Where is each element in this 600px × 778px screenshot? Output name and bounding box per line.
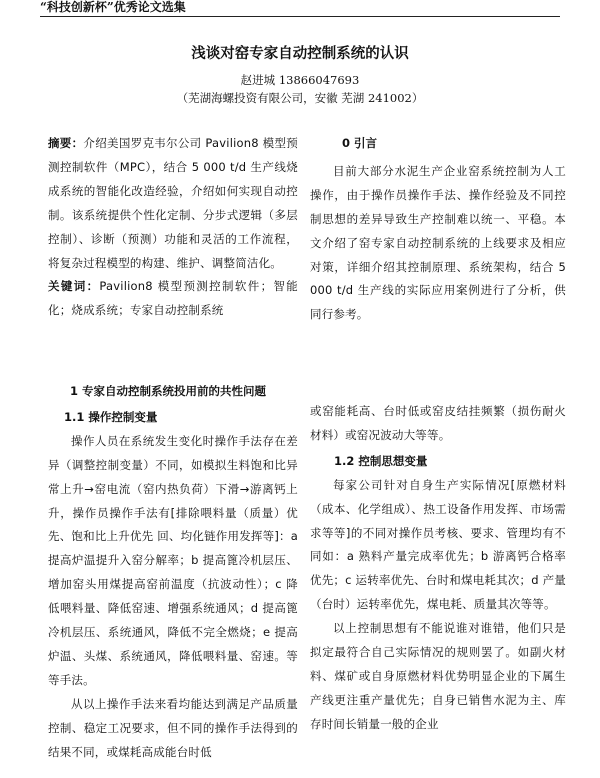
intro-heading: 0 引言 [342,136,378,150]
abstract-block [48,132,298,323]
affiliation-line: （芜湖海螺投资有限公司，安徽 芜湖 241002） [176,91,424,105]
section1-right-column [310,400,566,737]
subsection-1-1-paragraph-2: 从以上操作手法来看均能达到满足产品质量控制、稳定工况要求，但不同的操作手法得到的结果不同，或煤耗高成能台时低 [48,696,298,759]
keywords-label: 关键词： [48,279,100,294]
subsection-1-1-paragraph-1: 操作人员在系统发生变化时操作手法存在差异（调整控制变量）不同，如模拟生料饱和比异常上升→窑电流（窑内热负荷）下滑→游离钙上升，操作员操作手法有[排除喂料量（质量）优先、饱和比上升优先 回、均化链作用发挥等]：a 提高炉温提升入窑分解率；b 提高篦冷机层压、增加窑头用煤提高窑前温度（抗波动性）；c 降低喂料量、降低窑速、增强系统通风；d 提高篦冷机层压、系统通风，降低不完全燃烧；e 提高炉温、头煤、系统通风，降低喂料量、窑速。等等手法。 [48,433,298,687]
section1-left-column [48,380,298,765]
abstract-paragraph [48,132,298,275]
subsection-1-2-paragraph-1: 每家公司针对自身生产实际情况[原燃材料（成本、化学组成）、热工设备作用发挥、市场需求等等]的不同对操作员考核、要求、管理均有不同如：a 熟料产量完成率优先；b 游离钙合格率优先；c 运转率优先、台时和煤电耗其次；d 产量（台时）运转率优先，煤电耗、质量其次等等。 [310,477,566,612]
abstract-label: 摘要： [48,136,84,150]
abstract-text: 介绍美国罗克韦尔公司 Pavilion8 模型预测控制软件（MPC），结合 5 000 t/d 生产线烧成系统的智能化改造经验，介绍如何实现自动控制。该系统提供个性化定制、分步式逻辑（多层控制）、诊断（预测）功能和灵活的工作流程，将复杂过程模型的构建、维护、调整简洁化。 [48,136,298,270]
running-header: “科技创新杯”优秀论文选集 [40,0,560,17]
paper-title: 浅谈对窑专家自动控制系统的认识 [191,46,409,62]
subsection-1-2-heading: 1.2 控制思想变量 [334,453,428,468]
section1-heading: 1 专家自动控制系统投用前的共性问题 [70,384,267,398]
subsection-1-1-continuation: 或窑能耗高、台时低或窑皮结挂频繁（损伤耐火材料）或窑况波动大等等。 [310,404,566,442]
author-line: 赵进城 13866047693 [240,73,360,87]
introduction-block [310,132,566,327]
subsection-1-1-heading: 1.1 操作控制变量 [64,409,158,424]
keywords-text: Pavilion8 模型预测控制软件；智能化；烧成系统；专家自动控制系统 [48,279,298,318]
keywords-paragraph [48,275,298,323]
intro-paragraph: 目前大部分水泥生产企业窑系统控制为人工操作，由于操作员操作手法、操作经验及不同控制思想的差异导致生产控制难以统一、平稳。本文介绍了窑专家自动控制系统的上线要求及相应对策，详细介绍其控制原理、系统架构，结合 5 000 t/d 生产线的实际应用案例进行了分析，供同行参考。 [310,163,566,322]
subsection-1-2-paragraph-2: 以上控制思想有不能说谁对谁错，他们只是拟定最符合自己实际情况的规则罢了。如副火材料、煤矿或自身原燃材料优势明显企业的下属生产线更注重产量优先；自身已销售水泥为主、库存时间长销量一般的企业 [310,621,566,731]
